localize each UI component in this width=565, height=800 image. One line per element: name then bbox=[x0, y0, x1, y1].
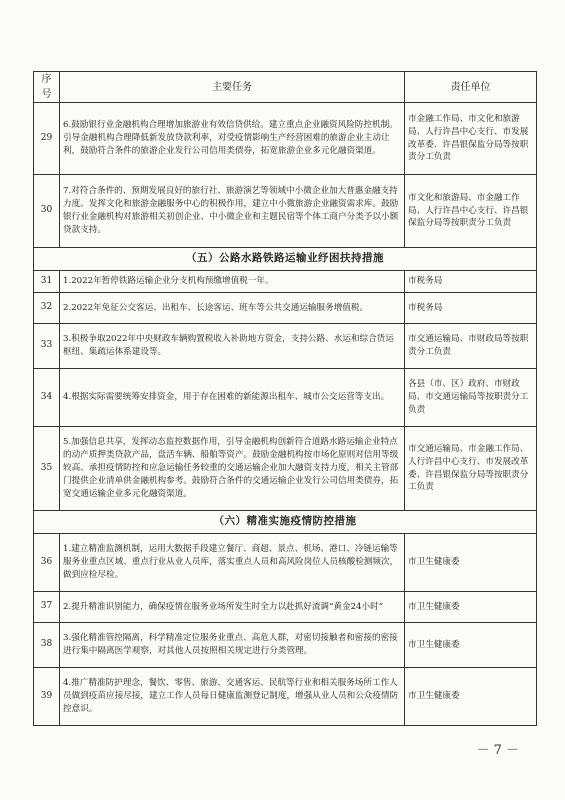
row-number: 31 bbox=[34, 271, 60, 293]
row-responsible: 市金融工作局、市文化和旅游局、人行许昌中心支行、市发展改革委、许昌银保监分局等按职责分工负责 bbox=[405, 103, 537, 175]
row-number: 33 bbox=[34, 324, 60, 369]
table-row bbox=[34, 534, 537, 592]
table-row bbox=[34, 592, 537, 623]
row-task: 5.加强信息共享，发挥动态监控数据作用，引导金融机构创新符合道路水路运输企业特点的动产质押类贷款产品，盘活车辆、船舶等资产。鼓励金融机构按市场化原则对信用等级较高、承担疫情防控和应急运输任务较重的交通运输企业加大融资支持力度，相关主管部门提供企业清单供金融机构参考。鼓励符合条件的交通运输企业发行公司信用类债券，拓宽交通运输企业多元化融资渠道。 bbox=[60, 427, 405, 511]
table-row bbox=[34, 369, 537, 427]
table-row bbox=[34, 293, 537, 324]
row-number: 35 bbox=[34, 427, 60, 511]
row-task: 2.提升精准识别能力，确保疫情在服务业场所发生时全力以赴抓好流调“黄金24小时” bbox=[60, 592, 405, 623]
table-row bbox=[34, 623, 537, 668]
section-title: （五）公路水路铁路运输业纾困扶持措施 bbox=[34, 248, 537, 271]
row-responsible: 市卫生健康委 bbox=[405, 534, 537, 592]
row-responsible: 市文化和旅游局、市金融工作局、人行许昌中心支行、许昌银保监分局等按职责分工负责 bbox=[405, 175, 537, 248]
row-number: 36 bbox=[34, 534, 60, 592]
row-responsible: 市卫生健康委 bbox=[405, 592, 537, 623]
table-row bbox=[34, 324, 537, 369]
row-task: 1.2022年暂停铁路运输企业分支机构预缴增值税一年。 bbox=[60, 271, 405, 293]
row-number: 37 bbox=[34, 592, 60, 623]
section-heading-row bbox=[34, 511, 537, 534]
header-task: 主要任务 bbox=[60, 72, 405, 103]
row-responsible: 市卫生健康委 bbox=[405, 668, 537, 726]
row-task: 6.鼓励银行业金融机构合理增加旅游业有效信贷供给。建立重点企业融资风险防控机制。引导金融机构合理降低新发放贷款利率，对受疫情影响生产经营困难的旅游企业主动让利，鼓励符合条件的旅游企业发行公司信用类债券，拓宽旅游企业多元化融资渠道。 bbox=[60, 103, 405, 175]
row-responsible: 市交通运输局、市财政局等按职责分工负责 bbox=[405, 324, 537, 369]
row-responsible: 市交通运输局、市金融工作局、人行许昌中心支行、市发展改革委、许昌银保监分局等按职责分工负责 bbox=[405, 427, 537, 511]
row-number: 30 bbox=[34, 175, 60, 248]
table-row bbox=[34, 175, 537, 248]
table-row bbox=[34, 668, 537, 726]
row-number: 39 bbox=[34, 668, 60, 726]
row-number: 38 bbox=[34, 623, 60, 668]
row-responsible: 各县（市、区）政府、市财政局、市交通运输局等按职责分工负责 bbox=[405, 369, 537, 427]
row-task: 4.推广精准防护理念，餐饮、零售、旅游、交通客运、民航等行业和相关服务场所工作人员做到疫苗应接尽接，建立工作人员每日健康监测登记制度，增强从业人员和公众疫情防控意识。 bbox=[60, 668, 405, 726]
table-row bbox=[34, 271, 537, 293]
header-num: 序号 bbox=[34, 72, 60, 103]
section-title: （六）精准实施疫情防控措施 bbox=[34, 511, 537, 534]
header-resp: 责任单位 bbox=[405, 72, 537, 103]
row-number: 29 bbox=[34, 103, 60, 175]
row-task: 3.积极争取2022年中央财政车辆购置税收入补助地方资金，支持公路、水运和综合货运枢纽、集疏运体系建设等。 bbox=[60, 324, 405, 369]
row-task: 4.根据实际需要统筹安排资金，用于存在困难的新能源出租车、城市公交运营等支出。 bbox=[60, 369, 405, 427]
table-row bbox=[34, 427, 537, 511]
row-number: 32 bbox=[34, 293, 60, 324]
document-page bbox=[33, 71, 536, 726]
table-row bbox=[34, 103, 537, 175]
row-task: 2.2022年免征公交客运、出租车、长途客运、班车等公共交通运输服务增值税。 bbox=[60, 293, 405, 324]
page-number: － 7 － bbox=[476, 743, 519, 758]
row-responsible: 市税务局 bbox=[405, 293, 537, 324]
section-heading-row bbox=[34, 248, 537, 271]
row-task: 1.建立精准监测机制，运用大数据手段建立餐厅、商超、景点、机场、港口、冷链运输等服务业重点区域、重点行业从业人员库，落实重点人员和高风险岗位人员核酸检测频次，做到应检尽检。 bbox=[60, 534, 405, 592]
row-responsible: 市卫生健康委 bbox=[405, 623, 537, 668]
row-task: 7.对符合条件的、预期发展良好的旅行社、旅游演艺等领域中小微企业加大普惠金融支持力度。发挥文化和旅游金融服务中心的积极作用，建立中小微旅游企业融资需求库。鼓励银行业金融机构对旅游相关初创企业、中小微企业和主题民宿等个体工商户分类予以小额贷款支持。 bbox=[60, 175, 405, 248]
row-responsible: 市税务局 bbox=[405, 271, 537, 293]
task-table bbox=[33, 71, 537, 726]
row-task: 3.强化精准管控隔离，科学精准定位服务业重点、高危人群，对密切接触者和密接的密接进行集中隔离医学观察，对其他人员按照相关规定进行分类管理。 bbox=[60, 623, 405, 668]
table-header-row bbox=[34, 72, 537, 103]
row-number: 34 bbox=[34, 369, 60, 427]
